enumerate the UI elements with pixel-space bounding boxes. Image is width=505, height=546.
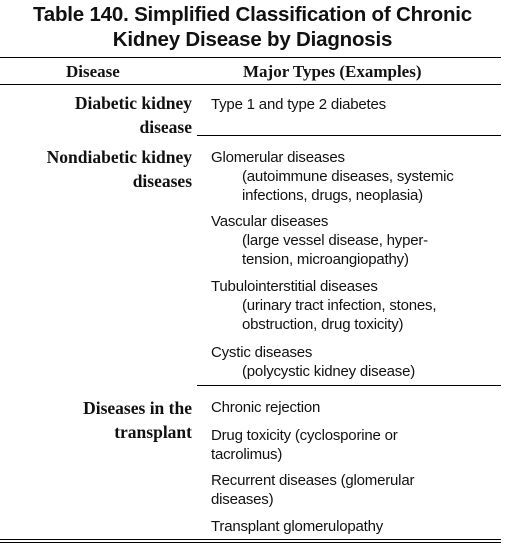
item-continuation: diseases) [211,491,274,508]
category-nondiabetic-kidney-diseases [47,145,192,193]
item-example: (urinary tract infection, stones, [242,297,437,314]
item-example: (large vessel disease, hyper- [242,232,428,249]
bottom-rule-double [0,542,501,543]
table-title [0,2,505,52]
item-example: (autoimmune diseases, systemic [242,168,454,185]
item-main: Tubulointerstitial diseases [211,278,378,295]
list-item [211,398,320,417]
column-header-disease: Disease [66,62,120,81]
category-line: Nondiabetic kidney [46,147,192,167]
item-example: tension, microangiopathy) [242,251,409,268]
section-divider [197,385,501,386]
category-diabetic-kidney-disease [75,91,192,139]
bottom-rule [0,539,501,540]
list-item [211,343,415,381]
category-line: Diabetic kidney [74,93,192,113]
list-item [211,277,436,334]
item-main: Transplant glomerulopathy [211,518,384,535]
item-example: (polycystic kidney disease) [242,363,416,380]
item-main: Cystic diseases [211,344,313,361]
table-title-line-1: Table 140. Simplified Classification of Chronic [32,3,473,26]
category-line: transplant [114,422,192,442]
category-line: Diseases in the [83,398,192,418]
category-line: diseases [132,171,192,191]
item-main: Chronic rejection [211,399,321,416]
list-item [211,212,428,269]
section-divider [197,135,501,136]
column-header-major-types: Major Types (Examples) [243,62,422,81]
item-example: obstruction, drug toxicity) [242,316,404,333]
list-item [211,517,383,536]
category-line: disease [139,117,192,137]
list-item [211,148,454,205]
table-title-line-2: Kidney Disease by Diagnosis [112,28,393,51]
item-main: Recurrent diseases (glomerular [211,472,415,489]
item-main: Vascular diseases [211,213,329,230]
list-item [211,471,414,509]
header-rule [0,84,501,85]
list-item [211,426,398,464]
item-example: infections, drugs, neoplasia) [242,187,423,204]
category-diseases-in-the-transplant [83,396,192,444]
top-rule [0,57,501,58]
item-main: Glomerular diseases [211,149,345,166]
item-main: Type 1 and type 2 diabetes [211,96,386,113]
item-main: Drug toxicity (cyclosporine or [211,427,398,444]
list-item [211,95,386,114]
item-continuation: tacrolimus) [211,446,283,463]
